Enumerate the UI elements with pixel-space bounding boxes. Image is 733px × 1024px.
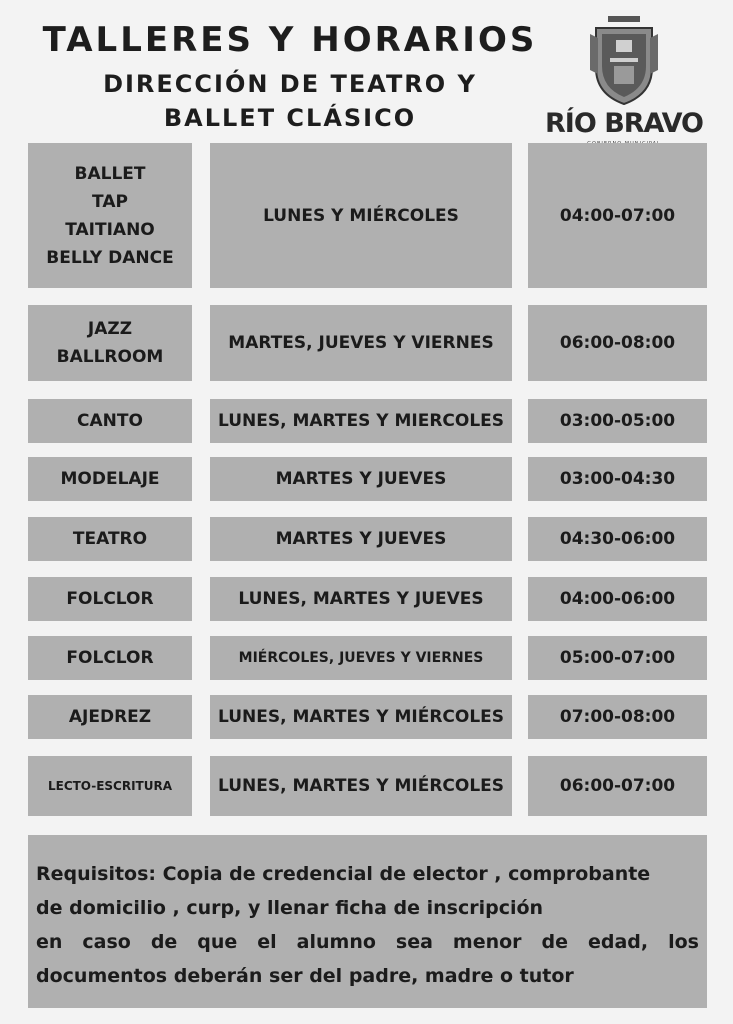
time-cell: 04:30-06:00 [528,517,707,561]
requirements-line: en caso de que el alumno sea menor de edad, los [36,931,699,953]
requirements-box [28,835,707,1008]
time-cell: 05:00-07:00 [528,636,707,680]
days-cell: LUNES, MARTES Y MIÉRCOLES [210,695,512,739]
days-cell: LUNES Y MIÉRCOLES [210,143,512,288]
days-cell: LUNES, MARTES Y MIERCOLES [210,399,512,443]
workshop-name: LECTO-ESCRITURA [47,779,173,793]
days-cell: MARTES Y JUEVES [210,517,512,561]
page-title: TALLERES Y HORARIOS [42,20,538,60]
days-cell: MARTES Y JUEVES [210,457,512,501]
workshop-cell [28,457,192,501]
days-cell: MIÉRCOLES, JUEVES Y VIERNES [210,636,512,680]
days-cell: LUNES, MARTES Y MIÉRCOLES [210,756,512,816]
workshop-cell [28,756,192,816]
days-cell: MARTES, JUEVES Y VIERNES [210,305,512,381]
workshop-cell [28,517,192,561]
workshop-name: FOLCLOR [66,589,154,609]
time-cell: 06:00-07:00 [528,756,707,816]
workshop-cell [28,305,192,381]
workshop-name: TAITIANO [65,219,155,240]
workshop-name: CANTO [77,411,143,431]
time-cell: 03:00-04:30 [528,457,707,501]
time-cell: 03:00-05:00 [528,399,707,443]
time-cell: 04:00-06:00 [528,577,707,621]
municipal-shield-icon [588,14,660,106]
workshop-cell [28,577,192,621]
time-cell: 04:00-07:00 [528,143,707,288]
workshop-name: TAP [92,191,128,212]
workshop-cell [28,143,192,288]
workshop-name: BALLET [74,163,146,184]
workshop-name: AJEDREZ [68,707,152,727]
requirements-line: documentos deberán ser del padre, madre o tutor [36,965,574,987]
municipal-logo [544,14,704,144]
days-cell: LUNES, MARTES Y JUEVES [210,577,512,621]
workshop-name: MODELAJE [60,469,160,489]
page-subtitle-line1: DIRECCIÓN DE TEATRO Y [103,70,477,98]
workshop-name: BALLROOM [56,347,164,367]
workshop-cell [28,399,192,443]
workshop-name: FOLCLOR [66,648,154,668]
time-cell: 06:00-08:00 [528,305,707,381]
requirements-line: Requisitos: Copia de credencial de elector , comprobante [36,863,651,885]
workshop-name: TEATRO [72,529,148,549]
workshop-cell [28,636,192,680]
logo-brand: RÍO BRAVO [545,108,703,139]
workshop-cell [28,695,192,739]
workshop-name: BELLY DANCE [46,247,174,268]
time-cell: 07:00-08:00 [528,695,707,739]
page-subtitle-line2: BALLET CLÁSICO [163,104,417,132]
workshop-name: JAZZ [87,319,133,339]
requirements-line: de domicilio , curp, y llenar ficha de inscripción [36,897,544,919]
